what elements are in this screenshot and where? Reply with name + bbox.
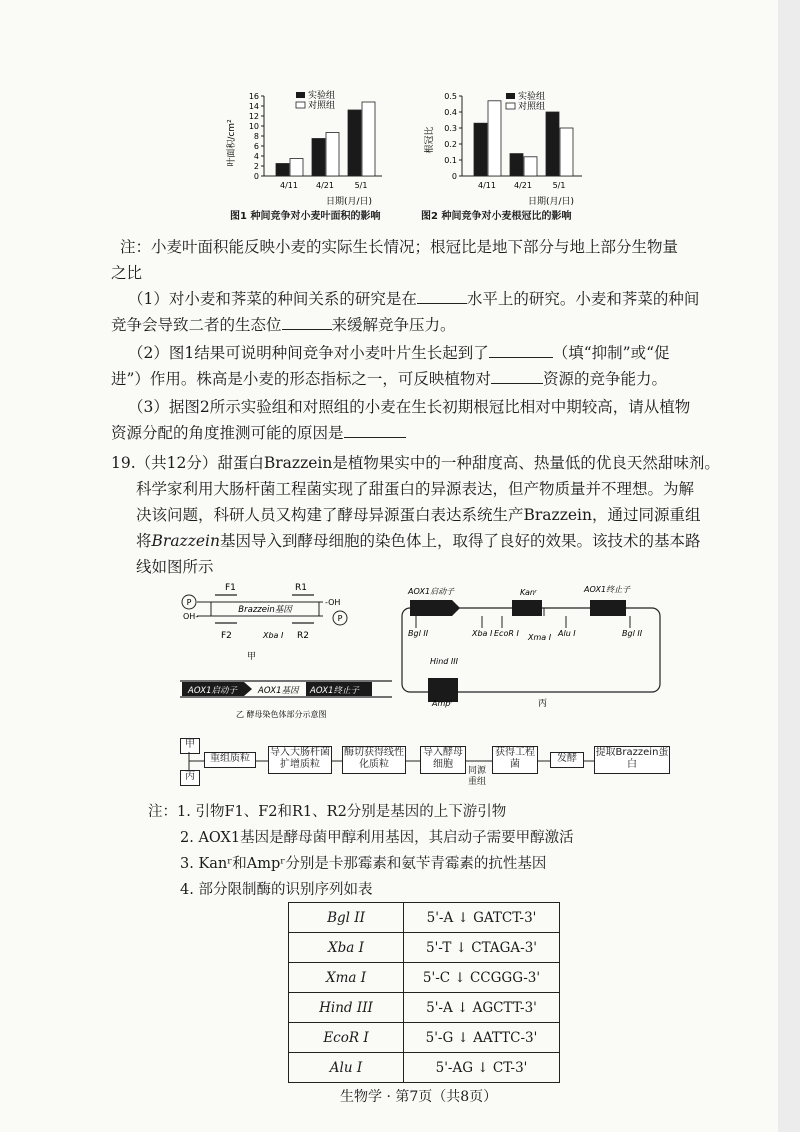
- bar-control-2: [362, 102, 375, 176]
- note-1: 注：1. 引物F1、F2和R1、R2分别是基因的上下游引物: [148, 804, 507, 820]
- jia-f1: F1: [225, 583, 236, 593]
- answer-blank-5[interactable]: [344, 423, 406, 438]
- bing-terminator: AOX1终止子: [584, 585, 631, 594]
- q19-line-2: 科学家利用大肠杆菌工程菌实现了甜蛋白的异源表达，但产物质量并不理想。为解: [136, 480, 695, 498]
- jia-p-left: P: [186, 598, 192, 607]
- x-tick-label: 5/1: [552, 181, 566, 190]
- bar-experiment-1: [510, 154, 523, 176]
- enzyme-name: Xba I: [289, 933, 404, 963]
- enzyme-sequence: 5'-G ↓ AATTC-3': [404, 1023, 560, 1053]
- yi-terminator: AOX1终止子: [310, 686, 360, 696]
- note-3: 3. Kanʳ和Ampʳ分别是卡那霉素和氨苄青霉素的抗性基因: [180, 856, 547, 872]
- question-1-line-2: [111, 314, 456, 336]
- bar-experiment-1: [312, 139, 325, 177]
- yi-promoter: AOX1启动子: [188, 686, 238, 696]
- y-tick-label: 16: [248, 92, 259, 101]
- note-2: 2. AOX1基因是酵母菌甲醇利用基因，其启动子需要甲醇激活: [180, 830, 574, 846]
- flow-step-3: 酶切获得线性化质粒: [342, 746, 406, 774]
- fig2-legend-exp: 实验组: [518, 92, 546, 102]
- bing-hind: Hind III: [430, 657, 459, 666]
- question-2-line-1: [128, 342, 670, 364]
- jia-p-right: P: [337, 614, 343, 623]
- y-tick-label: 0.1: [444, 156, 457, 165]
- flow-step-2: 导入大肠杆菌扩增质粒: [268, 746, 332, 774]
- yi-label: 乙 酵母染色体部分示意图: [236, 710, 327, 719]
- jia-r1: R1: [295, 583, 307, 593]
- fig1-caption: 图1 种间竞争对小麦叶面积的影响: [230, 211, 381, 222]
- bar-experiment-2: [546, 112, 559, 176]
- enzyme-sequence: 5'-AG ↓ CT-3': [404, 1053, 560, 1083]
- q2-text-d: 资源的竞争能力。: [542, 370, 667, 388]
- answer-blank-2[interactable]: [282, 315, 332, 330]
- question-3-line-2: [111, 422, 406, 444]
- q2-text-b: （填“抑制”或“促: [552, 344, 670, 362]
- fig1-legend-swatch-ctrl: [296, 102, 305, 108]
- flow-step-5: 获得工程菌: [492, 746, 538, 774]
- enzyme-row: [289, 1053, 560, 1083]
- note-line-2: 之比: [111, 264, 143, 282]
- jia-xba: Xba I: [263, 631, 284, 640]
- flow-jia: 甲: [180, 738, 200, 754]
- y-tick-label: 10: [248, 122, 259, 131]
- enzyme-sequence: 5'-C ↓ CCGGG-3': [404, 963, 560, 993]
- bing-kan: Kanʳ: [520, 588, 538, 597]
- fig2-legend-swatch-exp: [506, 93, 515, 99]
- y-tick-label: 8: [253, 132, 259, 141]
- question-1-line-1: [128, 288, 699, 310]
- fig1-legend-exp: 实验组: [308, 91, 336, 101]
- y-tick-label: 0.2: [444, 140, 457, 149]
- q19-line-1: 19.（共12分）甜蛋白Brazzein是植物果实中的一种甜度高、热量低的优良天然甜味剂。: [111, 454, 720, 472]
- enzyme-name: Alu I: [289, 1053, 404, 1083]
- q19-gene-italic: Brazzein: [151, 532, 221, 550]
- bing-label: 丙: [538, 699, 548, 709]
- answer-blank-4[interactable]: [491, 369, 543, 384]
- enzyme-row: [289, 993, 560, 1023]
- y-tick-label: 12: [248, 112, 259, 121]
- flow-step-6: 发酵: [550, 752, 584, 768]
- bar-experiment-0: [276, 164, 289, 177]
- y-tick-label: 0: [253, 172, 259, 181]
- q1-text-c: 竞争会导致二者的生态位: [111, 316, 282, 334]
- enzyme-sequence: 5'-A ↓ AGCTT-3': [404, 993, 560, 1023]
- bing-xba: Xba I: [472, 629, 493, 638]
- q2-text-c: 进”）作用。株高是小麦的形态指标之一，可反映植物对: [111, 370, 491, 388]
- bing-promoter: AOX1启动子: [408, 587, 455, 596]
- bar-experiment-0: [474, 123, 487, 176]
- fig2-legend-ctrl: 对照组: [518, 102, 546, 112]
- y-tick-label: 0.3: [444, 124, 457, 133]
- jia-oh-right: -OH: [325, 598, 341, 607]
- bing-xma: Xma I: [528, 633, 552, 642]
- figure-1-leaf-area-chart: [222, 88, 402, 223]
- q2-text-a: （2）图1结果可说明种间竞争对小麦叶片生长起到了: [128, 344, 489, 362]
- question-2-line-2: [111, 368, 667, 390]
- fig1-legend-ctrl: 对照组: [308, 101, 336, 111]
- fig1-ylabel: 叶面积/cm²: [227, 119, 237, 167]
- bar-control-0: [290, 159, 303, 177]
- bar-control-1: [524, 157, 537, 176]
- enzyme-name: EcoR I: [289, 1023, 404, 1053]
- note-line-1: 注：小麦叶面积能反映小麦的实际生长情况；根冠比是地下部分与地上部分生物量: [120, 238, 679, 256]
- bing-amp: Ampʳ: [432, 699, 453, 708]
- enzyme-row: [289, 1023, 560, 1053]
- enzyme-row: [289, 903, 560, 933]
- figure-2-root-shoot-ratio-chart: [420, 88, 600, 223]
- answer-blank-3[interactable]: [489, 343, 553, 358]
- enzyme-name: Hind III: [289, 993, 404, 1023]
- flow-step-1: 重组质粒: [204, 752, 256, 768]
- enzyme-sequence: 5'-T ↓ CTAGA-3': [404, 933, 560, 963]
- diagram-jia-gene-primers: [175, 578, 375, 668]
- bing-bgl-right: Bgl II: [622, 629, 643, 638]
- jia-f2: F2: [221, 631, 232, 641]
- fig2-legend-swatch-ctrl: [506, 103, 515, 109]
- bing-alu: Alu I: [558, 629, 576, 638]
- enzyme-row: [289, 963, 560, 993]
- side-margin: [778, 0, 800, 1132]
- page-footer: 生物学 · 第7页（共8页）: [340, 1089, 498, 1105]
- y-tick-label: 0: [451, 172, 457, 181]
- y-tick-label: 4: [253, 152, 259, 161]
- x-tick-label: 5/1: [354, 181, 368, 190]
- jia-r2: R2: [297, 631, 309, 641]
- q19-line-5: 线如图所示: [136, 558, 214, 576]
- flowchart: [172, 736, 672, 796]
- note-4: 4. 部分限制酶的识别序列如表: [180, 882, 373, 898]
- enzyme-table: [288, 902, 560, 1083]
- fig1-legend-swatch-exp: [296, 92, 305, 98]
- bing-ecor: EcoR I: [494, 629, 519, 638]
- bing-bgl-left: Bgl II: [408, 629, 429, 638]
- bing-promoter-arrow: [410, 600, 460, 616]
- flow-bing: 丙: [180, 770, 200, 786]
- enzyme-name: Xma I: [289, 963, 404, 993]
- q1-text-d: 来缓解竞争压力。: [331, 316, 456, 334]
- question-3-line-1: （3）据图2所示实验组和对照组的小麦在生长初期根冠比相对中期较高，请从植物: [128, 398, 691, 416]
- q19-line-4: [136, 530, 701, 552]
- diagram-yi-yeast-chromosome: [178, 675, 398, 725]
- q1-text-b: 水平上的研究。小麦和荠菜的种间: [466, 290, 700, 308]
- enzyme-sequence: 5'-A ↓ GATCT-3': [404, 903, 560, 933]
- q19-line-3: 决该问题，科研人员又构建了酵母异源蛋白表达系统生产Brazzein，通过同源重组: [136, 506, 701, 524]
- flow-homologous-label: 同源重组: [468, 766, 487, 787]
- y-tick-label: 14: [248, 102, 259, 111]
- y-tick-label: 0.5: [444, 92, 457, 101]
- x-tick-label: 4/11: [478, 181, 496, 190]
- jia-label: 甲: [247, 652, 257, 662]
- diagram-bing-plasmid: [398, 580, 668, 710]
- q1-text-a: （1）对小麦和荠菜的种间关系的研究是在: [128, 290, 417, 308]
- y-tick-label: 0.4: [444, 108, 457, 117]
- bing-kan-box: [512, 600, 542, 616]
- bar-control-0: [488, 101, 501, 176]
- yi-gene: AOX1基因: [258, 686, 299, 696]
- x-tick-label: 4/21: [514, 181, 532, 190]
- answer-blank-1[interactable]: [417, 289, 467, 304]
- fig2-xlabel: 日期(月/日): [528, 197, 575, 207]
- jia-oh-left: OH-: [183, 612, 199, 621]
- y-tick-label: 6: [253, 142, 259, 151]
- fig2-caption: 图2 种间竞争对小麦根冠比的影响: [421, 211, 572, 222]
- fig2-ylabel: 根冠比: [425, 126, 435, 154]
- bar-control-2: [560, 128, 573, 176]
- x-tick-label: 4/21: [316, 181, 334, 190]
- bing-terminator-box: [590, 600, 626, 616]
- q3-text-b: 资源分配的角度推测可能的原因是: [111, 424, 344, 442]
- jia-gene-label: Brazzein基因: [238, 605, 292, 615]
- flow-step-7: 提取Brazzein蛋白: [594, 746, 670, 774]
- q19-text-b: 基因导入到酵母细胞的染色体上，取得了良好的效果。该技术的基本路: [220, 532, 701, 550]
- enzyme-name: Bgl II: [289, 903, 404, 933]
- bar-control-1: [326, 133, 339, 177]
- enzyme-row: [289, 933, 560, 963]
- q19-text-a: 将: [136, 532, 152, 550]
- bar-experiment-2: [348, 110, 361, 176]
- fig1-xlabel: 日期(月/日): [326, 197, 373, 207]
- flow-step-4: 导入酵母细胞: [420, 746, 466, 774]
- y-tick-label: 2: [253, 162, 259, 171]
- x-tick-label: 4/11: [280, 181, 298, 190]
